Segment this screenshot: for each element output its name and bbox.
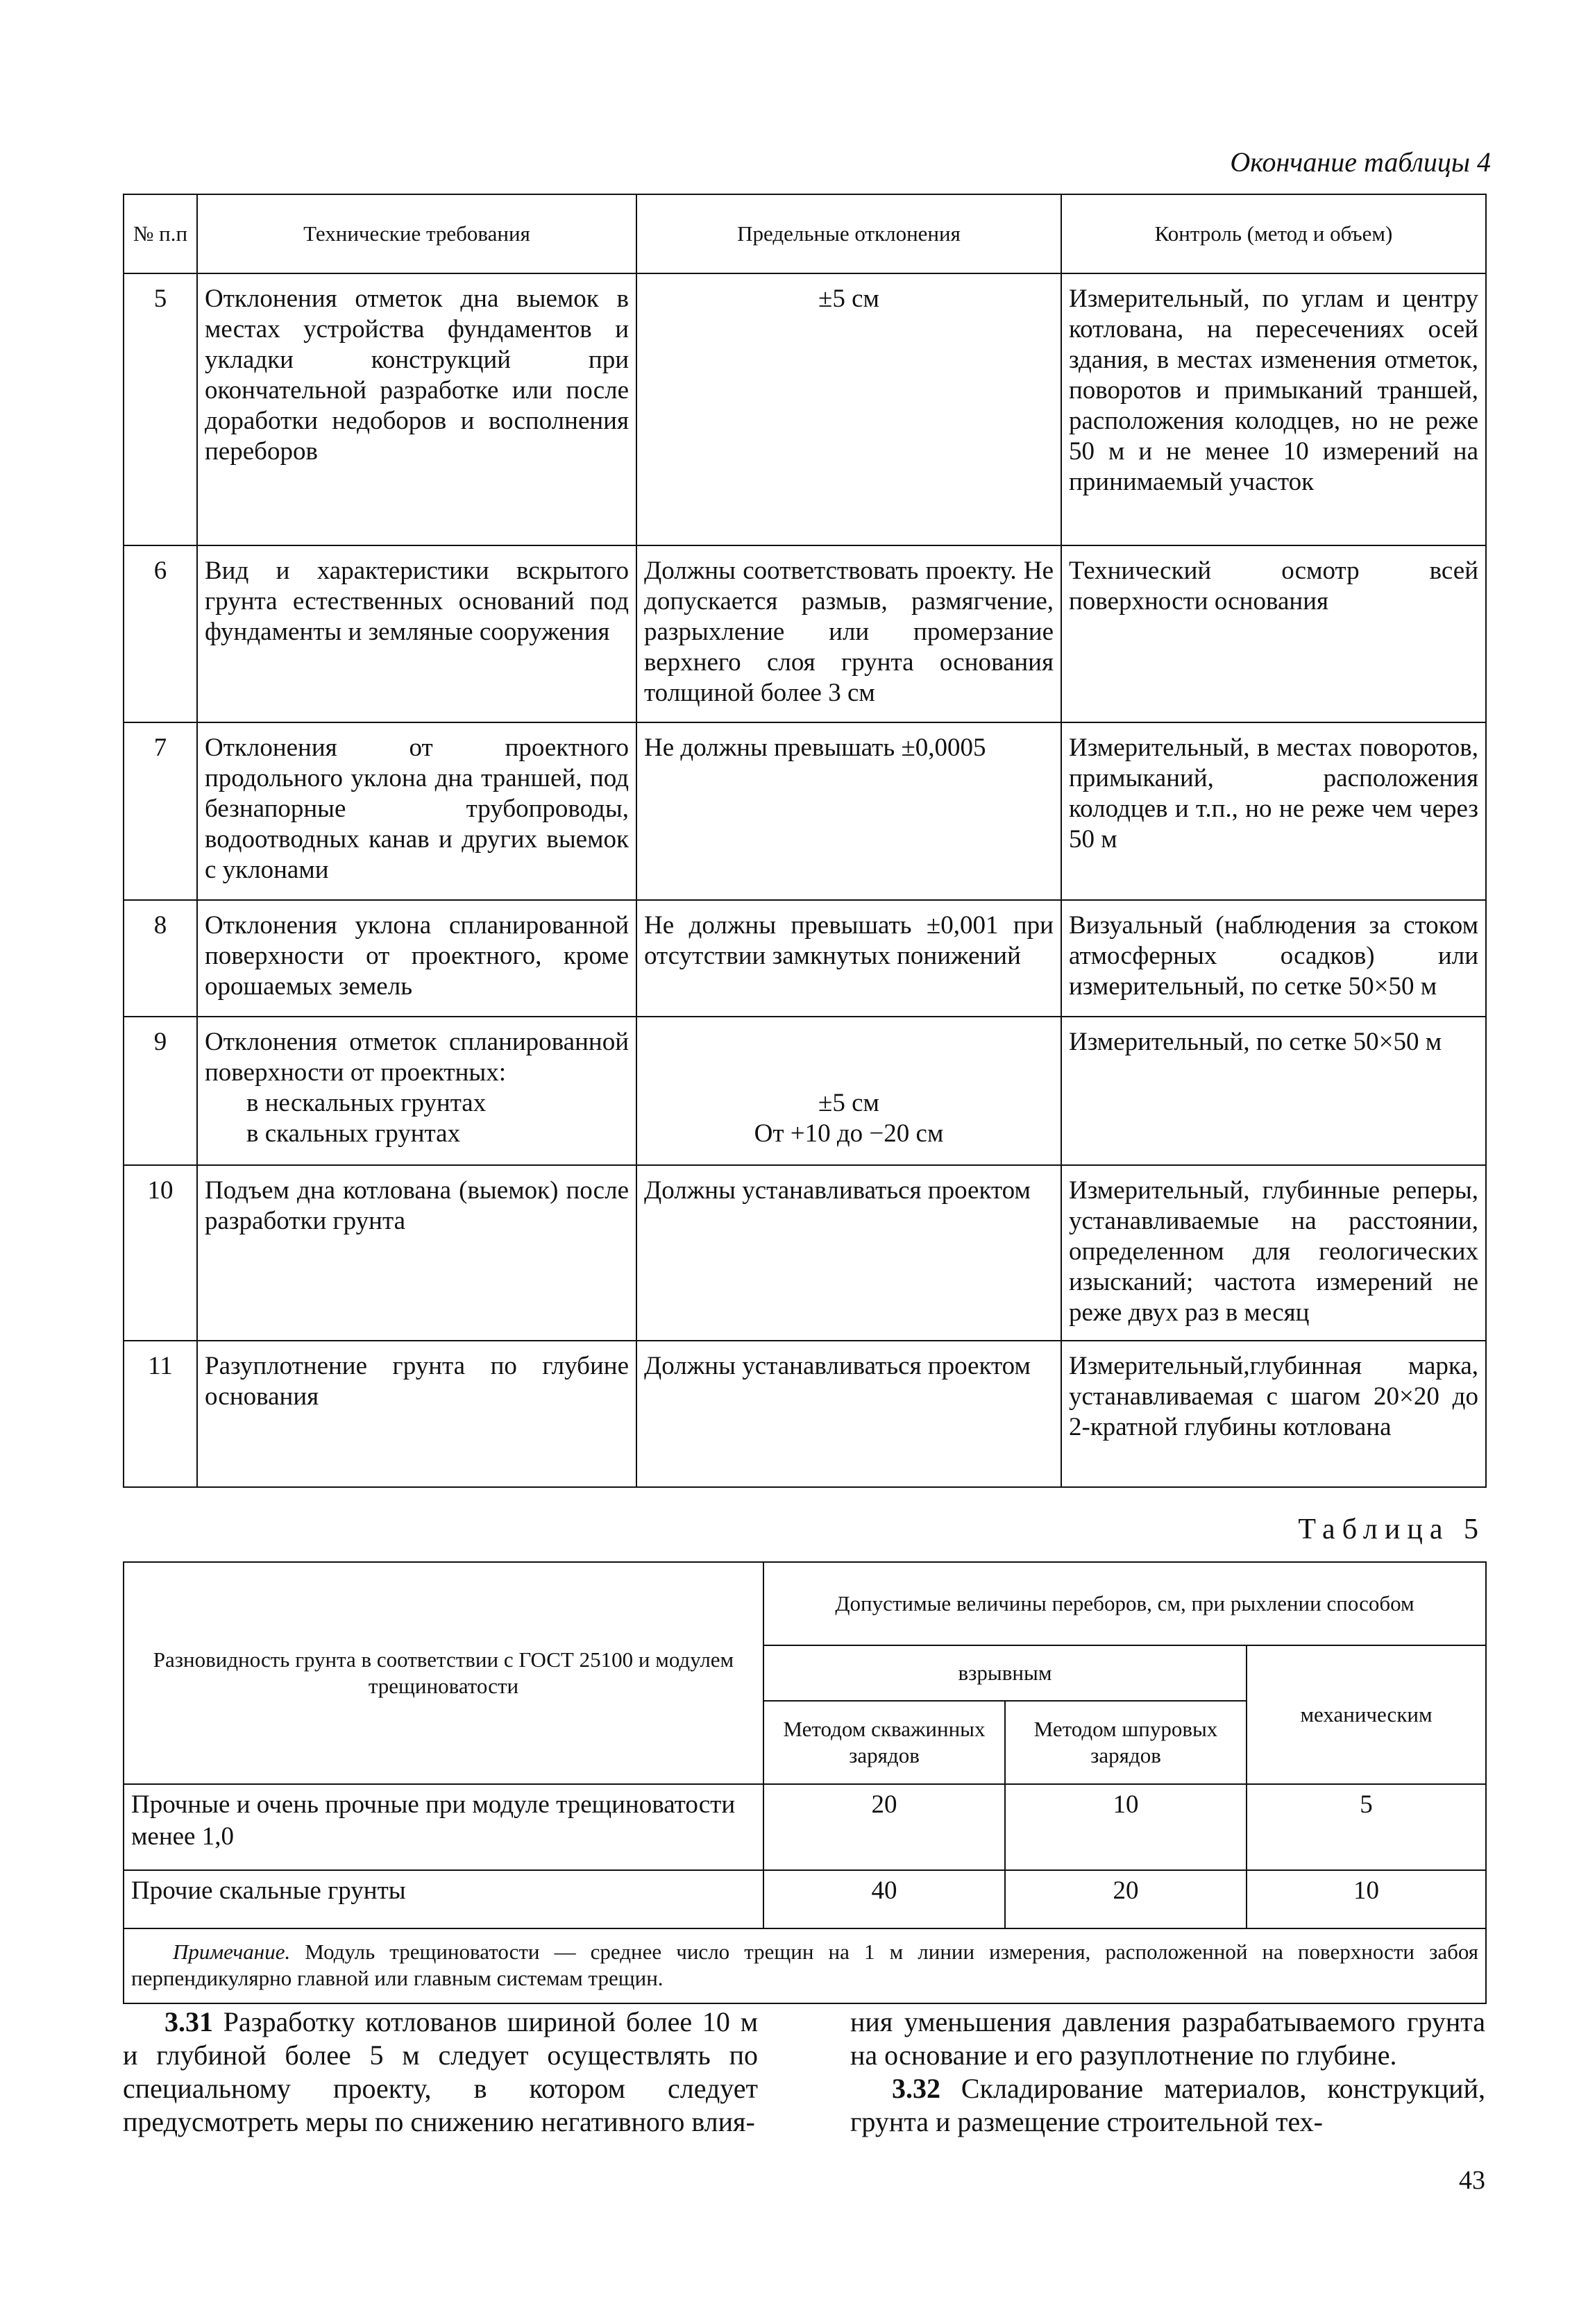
- row-number: 6: [124, 545, 197, 722]
- requirement: Разуплотнение грунта по глубине основания: [197, 1341, 636, 1487]
- soil: Прочие скальные грунты: [124, 1870, 763, 1928]
- table-row: [124, 273, 1486, 545]
- table-5: [123, 1561, 1487, 2004]
- deviation: [636, 1017, 1061, 1165]
- table-row: [124, 1341, 1486, 1487]
- requirement-sub-b: в скальных грунтах: [246, 1119, 461, 1148]
- requirement: Вид и характеристики вскрытого грунта естественных оснований под фундаменты и земляные сооружения: [197, 545, 636, 722]
- control: Измерительный, в местах поворотов, примыканий, расположения колодцев и т.п., но не реже чем через 50 м: [1061, 722, 1486, 900]
- deviation: Должны устанавливаться проектом: [636, 1165, 1061, 1341]
- row-number: 10: [124, 1165, 197, 1341]
- value-mech: 5: [1247, 1784, 1486, 1870]
- header-mech: механическим: [1247, 1645, 1486, 1784]
- deviation: ±5 см: [636, 273, 1061, 545]
- header-deviations: Предельные отклонения: [636, 194, 1061, 273]
- deviation-a: ±5 см: [818, 1089, 879, 1117]
- requirement-main: Отклонения отметок спланированной поверхности от проектных:: [205, 1028, 629, 1087]
- table-row: [124, 900, 1486, 1017]
- header-well: Методом скважинных зарядов: [763, 1701, 1005, 1784]
- table-row: [124, 1165, 1486, 1341]
- table-header-row: [124, 194, 1486, 273]
- control: Измерительный, глубинные реперы, устанавливаемые на расстоянии, определенном для геологических изысканий; частота измерений не реже двух раз в месяц: [1061, 1165, 1486, 1341]
- header-requirements: Технические требования: [197, 194, 636, 273]
- soil: Прочные и очень прочные при модуле трещиноватости менее 1,0: [124, 1784, 763, 1870]
- control: Измерительный, по углам и центру котлована, на пересечениях осей здания, в местах изменения отметок, поворотов и примыканий траншей, расположения колодцев, но не реже 50 м и не менее 10 измерений на принимаемый участок: [1061, 273, 1486, 545]
- row-number: 8: [124, 900, 197, 1017]
- deviation: Не должны превышать ±0,0005: [636, 722, 1061, 900]
- table-continuation-caption: Окончание таблицы 4: [1230, 146, 1491, 178]
- table-5-title: Таблица 5: [1298, 1513, 1485, 1545]
- paragraph-3-31: [123, 2005, 758, 2139]
- body-text: [123, 2005, 1485, 2139]
- paragraph-text: Складирование материалов, конструкций, грунта и размещение строительной тех-: [850, 2073, 1485, 2137]
- table-row: [124, 722, 1486, 900]
- control: Технический осмотр всей поверхности основания: [1061, 545, 1486, 722]
- requirement: Отклонения отметок дна выемок в местах устройства фундаментов и укладки конструкций при окончательной разработке или после доработки недоборов и восполнения переборов: [197, 273, 636, 545]
- value-well: 40: [763, 1870, 1005, 1928]
- requirement: Отклонения уклона спланированной поверхности от проектного, кроме орошаемых земель: [197, 900, 636, 1017]
- header-soil: Разновидность грунта в соответствии с ГОСТ 25100 и модулем трещиноватости: [124, 1562, 763, 1784]
- row-number: 5: [124, 273, 197, 545]
- requirement: Подъем дна котлована (выемок) после разработки грунта: [197, 1165, 636, 1341]
- row-number: 9: [124, 1017, 197, 1165]
- header-blast: взрывным: [763, 1645, 1247, 1701]
- deviation: Не должны превышать ±0,001 при отсутствии замкнутых понижений: [636, 900, 1061, 1017]
- value-hole: 20: [1005, 1870, 1247, 1928]
- deviation: Должны соответствовать проекту. Не допускается размыв, размягчение, разрыхление или промерзание верхнего слоя грунта основания толщиной более 3 см: [636, 545, 1061, 722]
- table-note-row: [124, 1928, 1486, 2003]
- table-header-row: [124, 1562, 1486, 1645]
- header-number: № п.п: [124, 194, 197, 273]
- table-note: [124, 1928, 1486, 2003]
- paragraph-number: 3.31: [164, 2006, 213, 2037]
- table-row: [124, 1784, 1486, 1870]
- requirement-sub-a: в нескальных грунтах: [246, 1089, 487, 1117]
- page-number: 43: [1459, 2166, 1485, 2195]
- deviation: Должны устанавливаться проектом: [636, 1341, 1061, 1487]
- note-text: Модуль трещиноватости — среднее число трещин на 1 м линии измерения, расположенной на поверхности забоя перпендикулярно главной или главным системам трещин.: [131, 1940, 1479, 1990]
- requirement: Отклонения от проектного продольного уклона дна траншей, под безнапорные трубопроводы, водоотводных канав и других выемок с уклонами: [197, 722, 636, 900]
- row-number: 11: [124, 1341, 197, 1487]
- requirement: [197, 1017, 636, 1165]
- header-hole: Методом шпуровых зарядов: [1005, 1701, 1247, 1784]
- header-values: Допустимые величины переборов, см, при рыхлении способом: [763, 1562, 1486, 1645]
- table-row: [124, 1017, 1486, 1165]
- paragraph-number: 3.32: [892, 2073, 940, 2104]
- paragraph-3-31-continued: ния уменьшения давления разрабатываемого грунта на основание и его разуплотнение по глубине.: [850, 2006, 1485, 2071]
- paragraph-text: Разработку котлованов шириной более 10 м и глубиной более 5 м следует осуществлять по специальному проекту, в котором следует предусмотреть меры по снижению негативного влия-: [123, 2006, 758, 2137]
- value-mech: 10: [1247, 1870, 1486, 1928]
- column-left: [123, 2005, 758, 2139]
- table-row: [124, 545, 1486, 722]
- value-hole: 10: [1005, 1784, 1247, 1870]
- table-4: [123, 194, 1487, 1488]
- column-right: [850, 2005, 1485, 2139]
- control: Визуальный (наблюдения за стоком атмосферных осадков) или измерительный, по сетке 50×50 м: [1061, 900, 1486, 1017]
- row-number: 7: [124, 722, 197, 900]
- table-row: [124, 1870, 1486, 1928]
- control: Измерительный,глубинная марка, устанавливаемая с шагом 20×20 до 2-кратной глубины котлована: [1061, 1341, 1486, 1487]
- control: Измерительный, по сетке 50×50 м: [1061, 1017, 1486, 1165]
- value-well: 20: [763, 1784, 1005, 1870]
- deviation-b: От +10 до −20 см: [754, 1119, 944, 1148]
- paragraph-3-32: [850, 2072, 1485, 2139]
- header-control: Контроль (метод и объем): [1061, 194, 1486, 273]
- note-label: Примечание.: [173, 1940, 291, 1964]
